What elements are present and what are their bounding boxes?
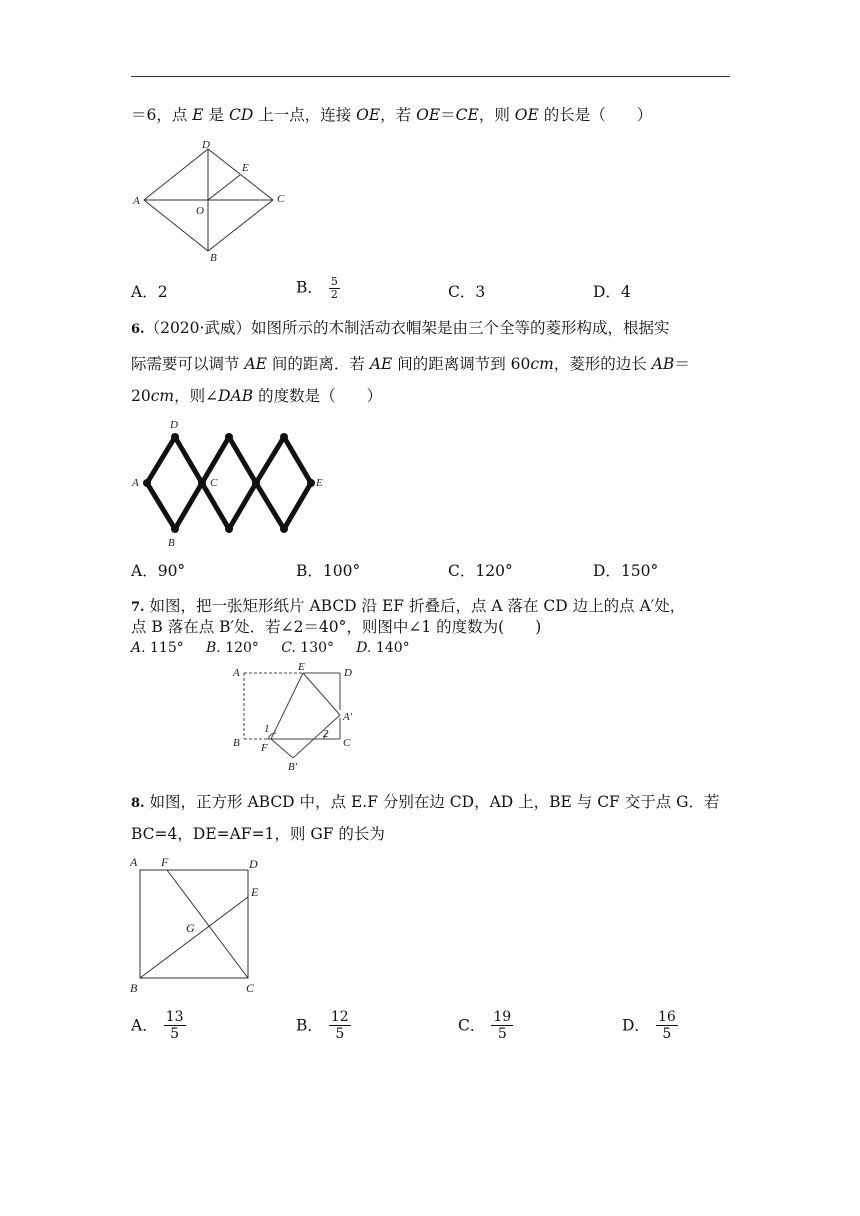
label-B: B [233, 737, 240, 749]
q8-option-b[interactable]: B． $\frac{12}{5}$ [296, 1009, 349, 1042]
q7-stem-line2: 点 B 落在点 B′处．若∠2＝40°，则图中∠1 的度数为( ) [131, 618, 542, 636]
label-B: B [210, 252, 217, 264]
label-B: B [168, 537, 175, 549]
label-C: C [246, 981, 255, 995]
q6-stem-line3: 20cm，则∠DAB 的度数是（ ） [131, 387, 383, 405]
q6-stem-line2: 际需要可以调节 AE 间的距离．若 AE 间的距离调节到 60cm，菱形的边长 AB＝ [131, 355, 690, 373]
label-G: G [186, 921, 195, 935]
q5-stem: ＝6，点 E 是 CD 上一点，连接 OE，若 OE＝CE，则 OE 的长是（ ） [131, 106, 653, 124]
q8-option-d[interactable]: D． $\frac{16}{5}$ [622, 1009, 676, 1042]
label-E: E [298, 661, 305, 673]
label-D: D [344, 667, 352, 679]
label-C: C [277, 193, 285, 205]
label-A: A [132, 477, 139, 489]
q6-coat-rack-figure [128, 418, 328, 548]
q6-option-c[interactable]: C．120° [448, 562, 513, 580]
label-D: D [170, 419, 178, 431]
label-E: E [316, 477, 323, 489]
q5-rhombus-figure [130, 138, 295, 268]
q7-stem-line1: 7. 如图，把一张矩形纸片 ABCD 沿 EF 折叠后，点 A 落在 CD 边上的点 A′处， [131, 597, 686, 615]
label-A: A [130, 855, 138, 869]
q6-option-d[interactable]: D．150° [593, 562, 659, 580]
q7-option-c[interactable]: C. 130° [281, 640, 335, 656]
label-E: E [242, 162, 249, 174]
fraction: $\frac{16}{5}$ [657, 1009, 676, 1042]
label-A: A [233, 667, 240, 679]
q8-stem-line1: 8. 如图，正方形 ABCD 中，点 E.F 分别在边 CD，AD 上，BE 与 CF 交于点 G．若 [131, 793, 720, 811]
label-B-prime: B′ [288, 761, 298, 773]
q8-stem-line2: BC=4，DE=AF=1，则 GF 的长为 [131, 825, 385, 843]
q5-option-c[interactable]: C．3 [448, 283, 486, 301]
q6-option-b[interactable]: B．100° [296, 562, 361, 580]
q8-option-c[interactable]: C． $\frac{19}{5}$ [458, 1009, 512, 1042]
label-angle-1: 1 [264, 723, 270, 735]
label-angle-2: 2 [323, 728, 329, 740]
q5-option-b[interactable]: B． $\frac{5}{2}$ [296, 275, 338, 301]
fraction: $\frac{13}{5}$ [165, 1009, 184, 1042]
q7-options [131, 638, 410, 658]
fraction: $\frac{12}{5}$ [330, 1009, 349, 1042]
q5-option-d[interactable]: D．4 [593, 283, 631, 301]
label-A: A [133, 195, 140, 207]
label-C: C [210, 477, 218, 489]
q7-folded-rectangle-figure [228, 660, 368, 775]
q7-option-a[interactable]: A. 115° [131, 640, 184, 656]
label-B: B [130, 981, 138, 995]
q8-square-figure [128, 852, 268, 997]
label-A-prime: A′ [343, 711, 353, 723]
q5-option-a[interactable]: A．2 [131, 283, 168, 301]
q7-option-b[interactable]: B. 120° [206, 640, 259, 656]
q6-stem-line1: 6.（2020·武威）如图所示的木制活动衣帽架是由三个全等的菱形构成，根据实 [131, 319, 670, 337]
label-E: E [251, 885, 259, 899]
label-O: O [196, 205, 204, 217]
fraction: $\frac{5}{2}$ [330, 275, 338, 301]
label-D: D [202, 139, 210, 151]
label-C: C [343, 737, 351, 749]
header-rule [131, 76, 730, 77]
label-F: F [161, 855, 169, 869]
fraction: $\frac{19}{5}$ [493, 1009, 512, 1042]
q7-option-d[interactable]: D. 140° [356, 640, 410, 656]
label-F: F [261, 742, 268, 754]
q8-option-a[interactable]: A． $\frac{13}{5}$ [131, 1009, 184, 1042]
q6-option-a[interactable]: A．90° [131, 562, 186, 580]
label-D: D [249, 857, 258, 871]
